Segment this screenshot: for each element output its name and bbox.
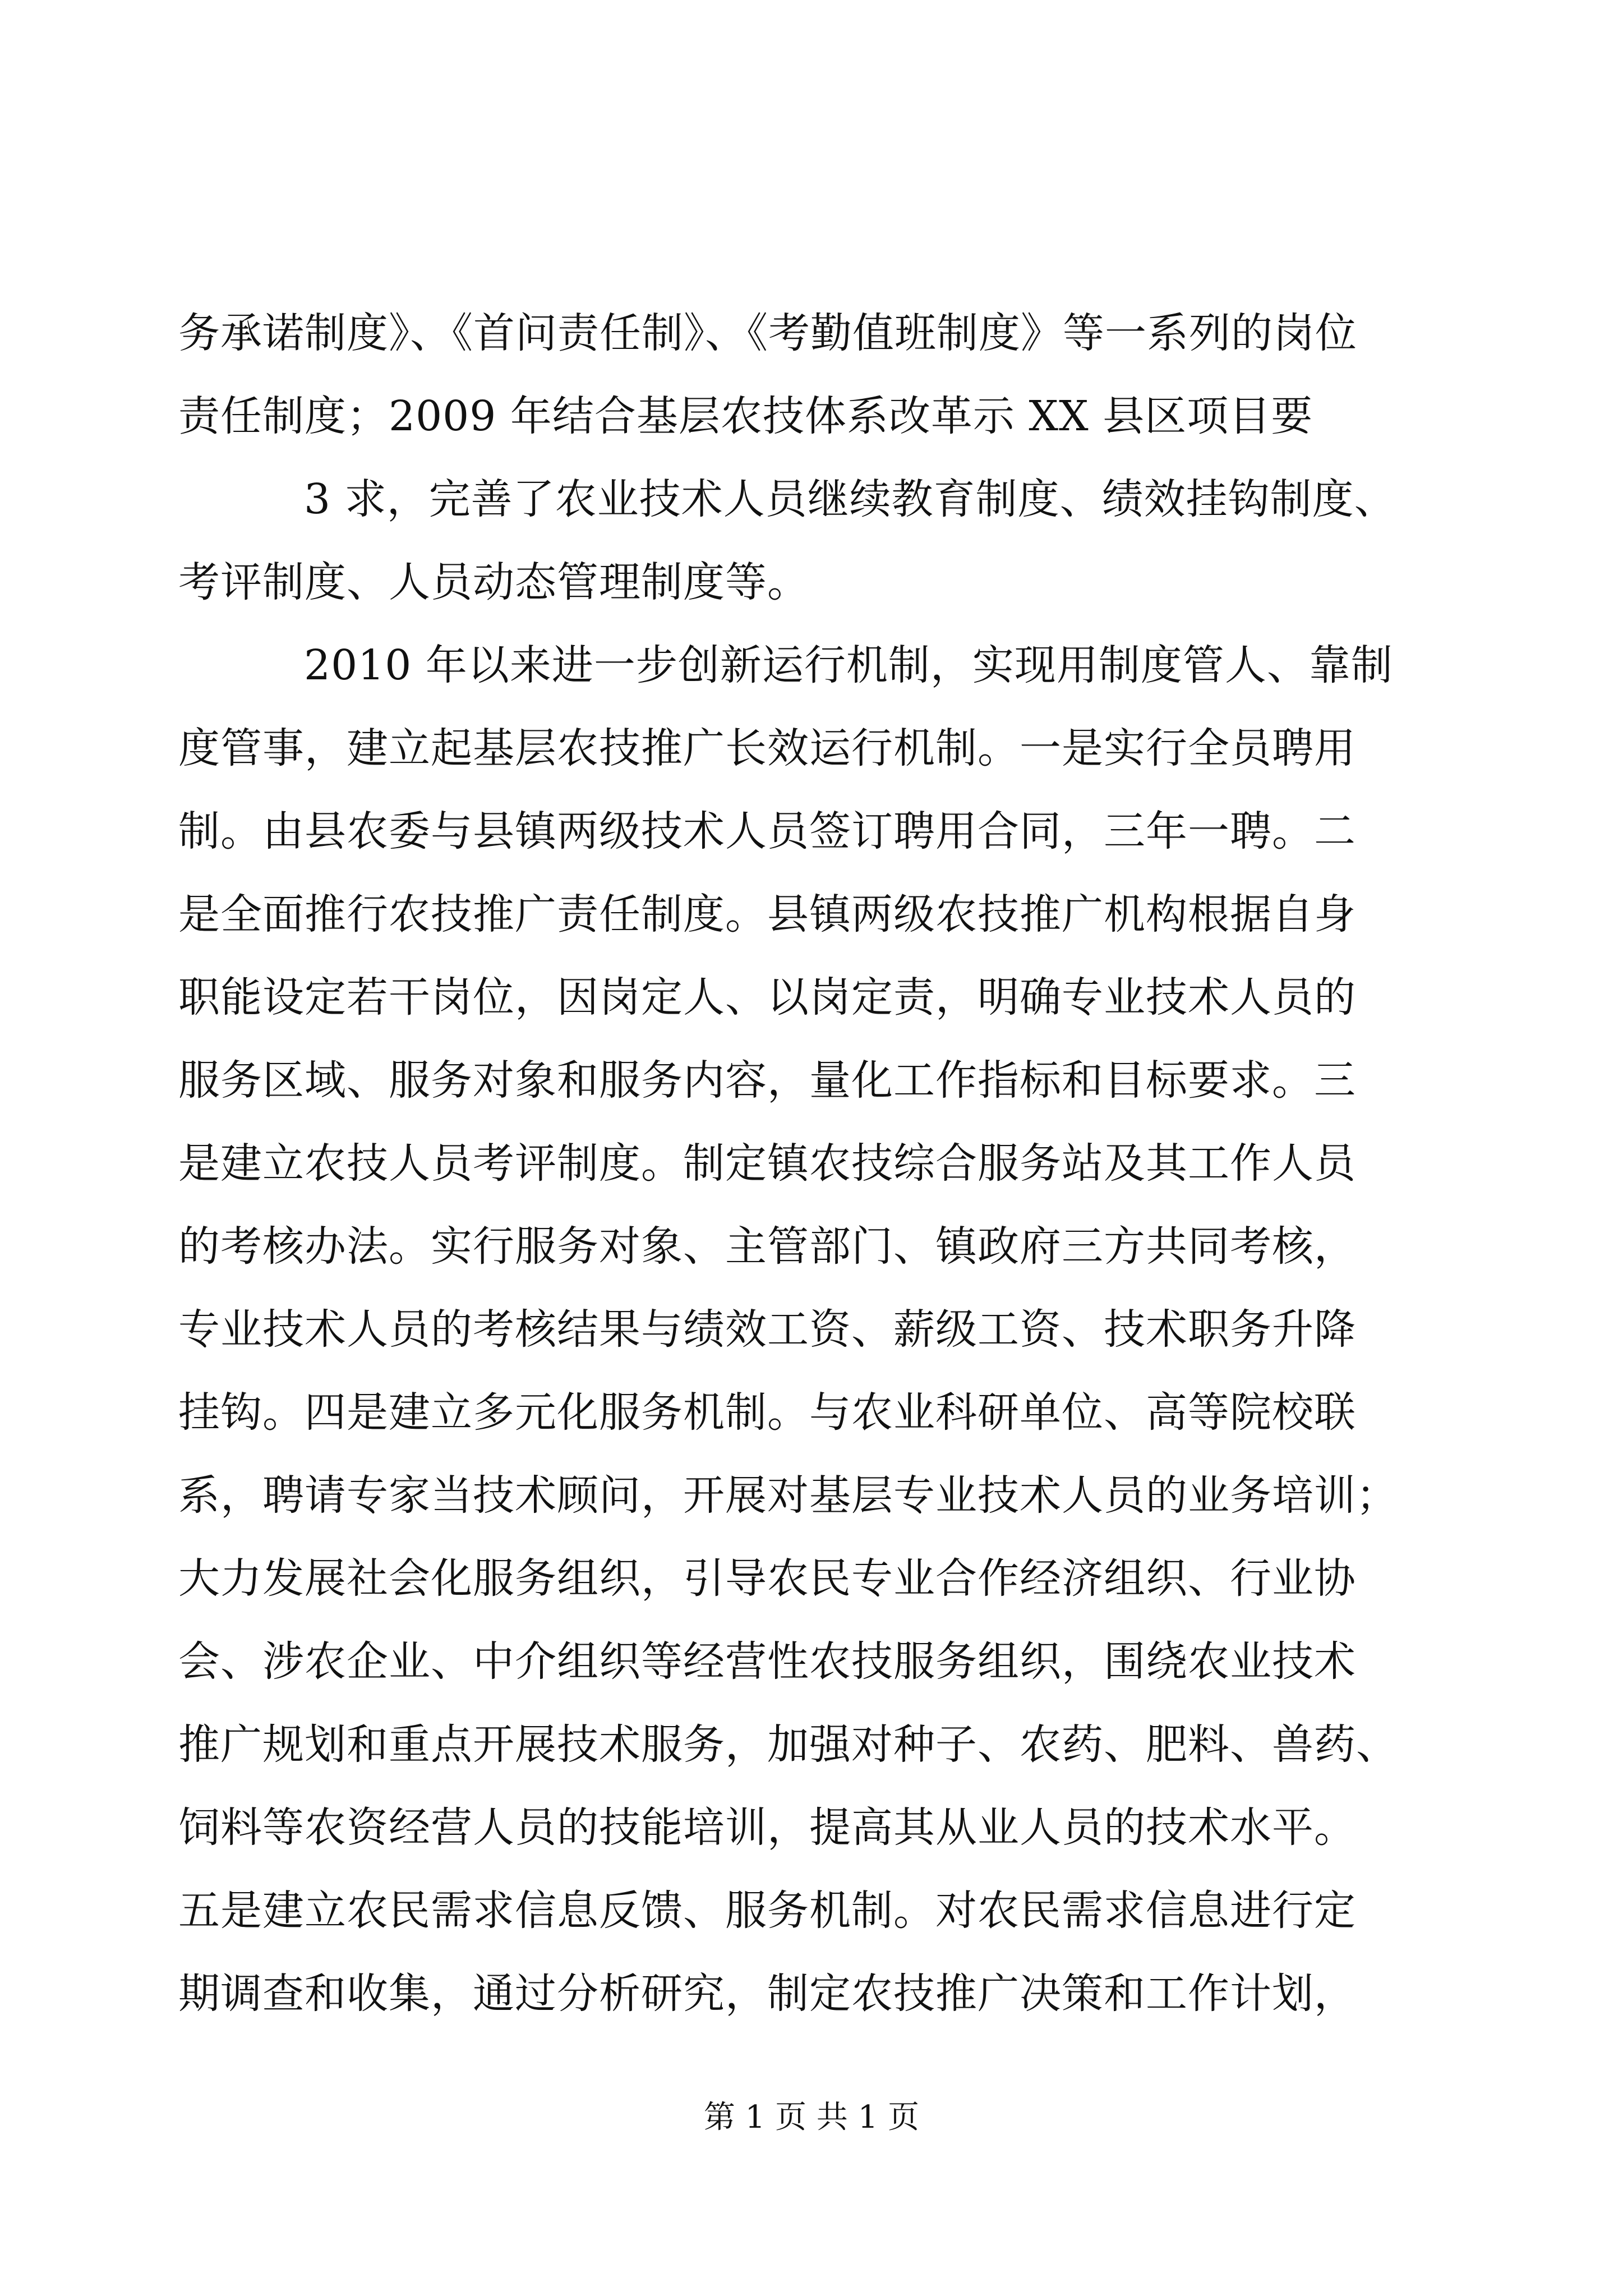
- text-line: 务承诺制度》、《首问责任制》、《考勤值班制度》等一系列的岗位: [178, 309, 1357, 357]
- text-line: 专业技术人员的考核结果与绩效工资、薪级工资、技术职务升降: [178, 1305, 1356, 1354]
- text-line: 的考核办法。实行服务对象、主管部门、镇政府三方共同考核，: [178, 1222, 1356, 1271]
- text-line: 职能设定若干岗位，因岗定人、以岗定责，明确专业技术人员的: [178, 973, 1356, 1022]
- text-line: 责任制度；2009 年结合基层农技体系改革示 XX 县区项目要: [178, 392, 1313, 440]
- text-line: 系，聘请专家当技术顾问，开展对基层专业技术人员的业务培训；: [178, 1471, 1398, 1520]
- text-line: 大力发展社会化服务组织，引导农民专业合作经济组织、行业协: [178, 1554, 1356, 1603]
- text-line: 推广规划和重点开展技术服务，加强对种子、农药、肥料、兽药、: [178, 1720, 1398, 1769]
- text-line: 五是建立农民需求信息反馈、服务机制。对农民需求信息进行定: [178, 1887, 1356, 1935]
- text-line: 度管事，建立起基层农技推广长效运行机制。一是实行全员聘用: [178, 724, 1356, 772]
- text-line: 挂钩。四是建立多元化服务机制。与农业科研单位、高等院校联: [178, 1388, 1356, 1437]
- text-line: 服务区域、服务对象和服务内容，量化工作指标和目标要求。三: [178, 1056, 1356, 1105]
- text-line: 饲料等农资经营人员的技能培训，提高其从业人员的技术水平。: [178, 1803, 1356, 1852]
- text-line: 是建立农技人员考评制度。制定镇农技综合服务站及其工作人员: [178, 1139, 1356, 1188]
- text-line: 2010 年以来进一步创新运行机制，实现用制度管人、靠制: [304, 641, 1393, 689]
- text-line: 期调查和收集，通过分析研究，制定农技推广决策和工作计划，: [178, 1970, 1356, 2018]
- text-line: 会、涉农企业、中介组织等经营性农技服务组织，围绕农业技术: [178, 1637, 1356, 1686]
- text-line: 3 求，完善了农业技术人员继续教育制度、绩效挂钩制度、: [304, 475, 1396, 523]
- text-line: 制。由县农委与县镇两级技术人员签订聘用合同，三年一聘。二: [178, 807, 1356, 855]
- text-line: 考评制度、人员动态管理制度等。: [178, 558, 809, 606]
- text-line: 是全面推行农技推广责任制度。县镇两级农技推广机构根据自身: [178, 890, 1356, 938]
- page-number-footer: 第 1 页 共 1 页: [703, 2099, 920, 2136]
- document-body: [178, 292, 1463, 2035]
